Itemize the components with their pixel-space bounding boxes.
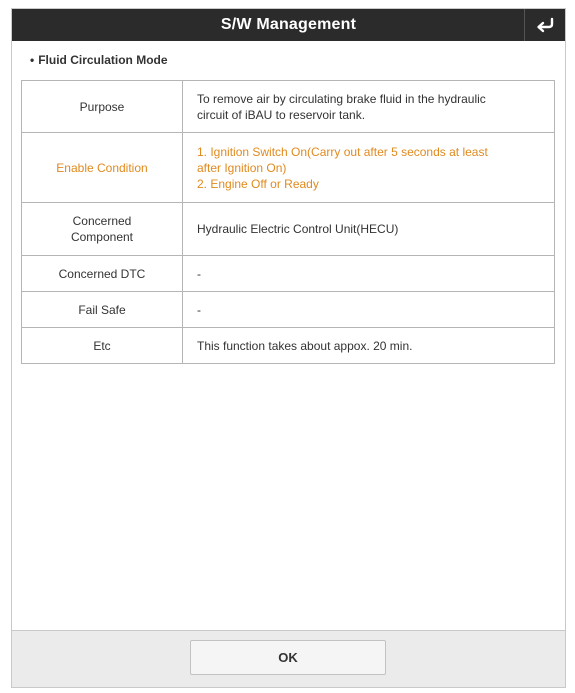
sw-management-dialog bbox=[11, 8, 566, 688]
ok-button[interactable]: OK bbox=[190, 640, 386, 675]
table-row-fail-safe bbox=[22, 292, 555, 328]
dialog-title: S/W Management bbox=[220, 16, 357, 33]
row-value bbox=[183, 292, 555, 328]
row-label: Enable Condition bbox=[22, 133, 183, 203]
table-row-etc bbox=[22, 328, 555, 364]
table-row-enable-condition bbox=[22, 133, 555, 203]
row-label: Etc bbox=[22, 328, 183, 364]
value-line: Hydraulic Electric Control Unit(HECU) bbox=[197, 222, 399, 236]
dialog-footer bbox=[12, 630, 565, 687]
value-line: - bbox=[197, 302, 201, 317]
return-arrow-icon bbox=[535, 17, 555, 33]
row-label: Concerned DTC bbox=[22, 256, 183, 292]
table-row-purpose bbox=[22, 81, 555, 133]
row-label: Fail Safe bbox=[22, 292, 183, 328]
info-table bbox=[21, 80, 555, 364]
label-line: Component bbox=[70, 230, 134, 244]
back-button[interactable] bbox=[524, 9, 565, 41]
value-line: To remove air by circulating brake fluid in the hydraulic bbox=[197, 91, 486, 106]
bullet-marker: • bbox=[30, 53, 35, 67]
row-label: Purpose bbox=[22, 81, 183, 133]
label-line: Concerned bbox=[72, 214, 132, 228]
row-value bbox=[183, 133, 555, 203]
row-value bbox=[183, 81, 555, 133]
table-row-concerned-component bbox=[22, 203, 555, 256]
value-line: This function takes about appox. 20 min. bbox=[197, 338, 413, 353]
value-line: - bbox=[197, 266, 201, 281]
row-label bbox=[22, 203, 183, 256]
value-line: circuit of iBAU to reservoir tank. bbox=[197, 107, 366, 122]
row-value bbox=[183, 256, 555, 292]
row-value bbox=[183, 203, 555, 256]
value-line: 1. Ignition Switch On(Carry out after 5 seconds at least bbox=[197, 144, 488, 159]
value-line: 2. Engine Off or Ready bbox=[197, 176, 319, 191]
section-heading bbox=[30, 53, 168, 67]
table-row-concerned-dtc bbox=[22, 256, 555, 292]
value-line: after Ignition On) bbox=[197, 160, 287, 175]
row-value bbox=[183, 328, 555, 364]
title-bar bbox=[12, 9, 565, 41]
section-title: Fluid Circulation Mode bbox=[38, 53, 168, 67]
